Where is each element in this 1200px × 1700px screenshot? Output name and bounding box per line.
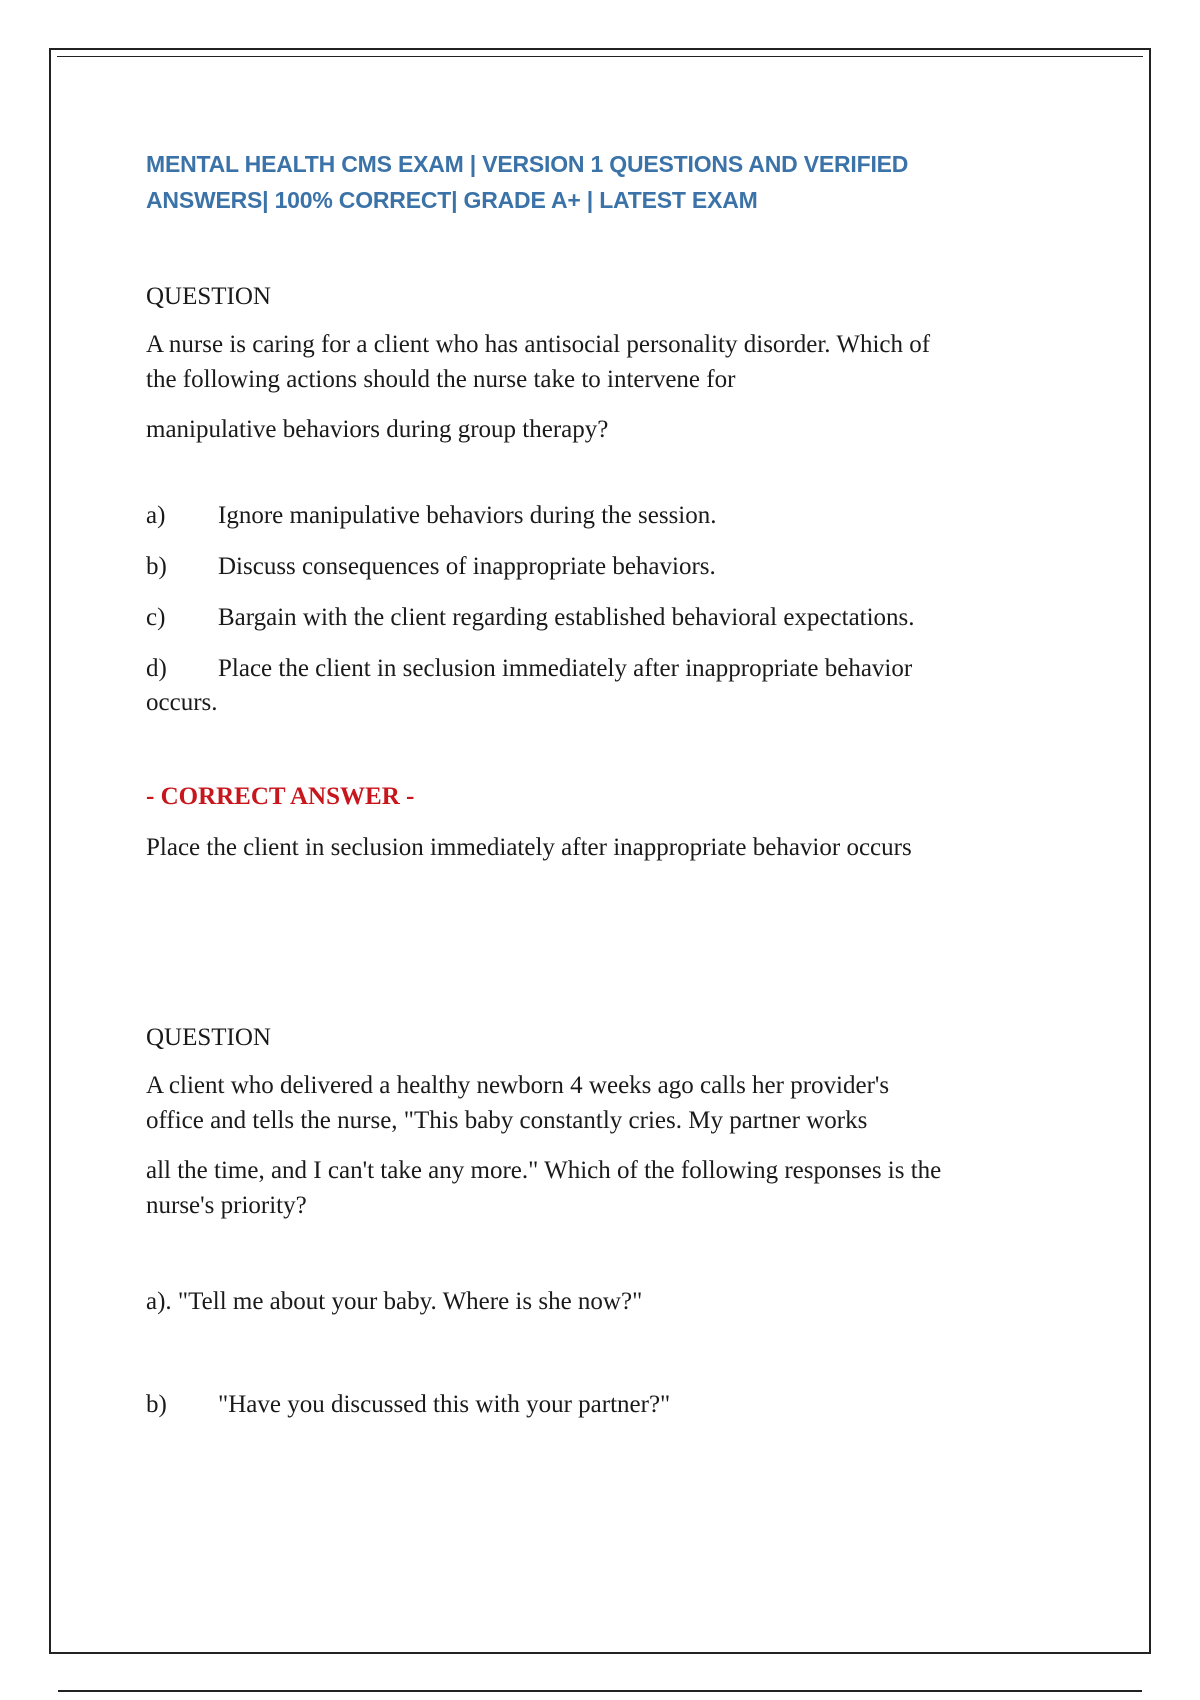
answer-options: [146, 1285, 1066, 1422]
option-letter: c): [146, 604, 166, 631]
option-text: Discuss consequences of inappropriate behaviors.: [218, 553, 716, 580]
document-content: [146, 146, 1066, 1422]
title-line-1: MENTAL HEALTH CMS EXAM | VERSION 1 QUESTIONS AND VERIFIED: [146, 151, 909, 177]
answer-option-a: [146, 499, 1066, 533]
bottom-rule: [58, 1690, 1142, 1692]
question-text-line: all the time, and I can't take any more." Which of the following responses is the: [146, 1157, 942, 1184]
option-letter: a): [146, 502, 166, 529]
question-2: [146, 1021, 1066, 1422]
question-heading: QUESTION: [146, 1024, 271, 1051]
answer-option-a: [146, 1285, 1066, 1319]
question-text: [146, 327, 1066, 447]
frame-top-double-line: [57, 56, 1143, 57]
option-letter: a).: [146, 1288, 172, 1315]
question-heading: QUESTION: [146, 283, 271, 310]
option-text-continued: occurs.: [146, 689, 218, 716]
option-text: "Have you discussed this with your partner?": [218, 1391, 671, 1418]
answer-options: [146, 499, 1066, 720]
question-text-line: the following actions should the nurse take to intervene for: [146, 366, 736, 393]
question-1: [146, 280, 1066, 865]
option-letter: b): [146, 553, 167, 580]
answer-option-b: [146, 550, 1066, 584]
question-text-line: manipulative behaviors during group therapy?: [146, 416, 609, 443]
option-letter: b): [146, 1391, 167, 1418]
option-text: Bargain with the client regarding established behavioral expectations.: [218, 604, 915, 631]
option-text: Place the client in seclusion immediately after inappropriate behavior: [218, 655, 913, 682]
question-text-line: A client who delivered a healthy newborn 4 weeks ago calls her provider's: [146, 1072, 890, 1099]
answer-option-d: [146, 652, 1066, 720]
question-text-line: nurse's priority?: [146, 1192, 307, 1219]
option-text: Ignore manipulative behaviors during the session.: [218, 502, 717, 529]
option-text: "Tell me about your baby. Where is she now?": [177, 1288, 643, 1315]
document-title: [146, 146, 1066, 218]
question-text-line: A nurse is caring for a client who has antisocial personality disorder. Which of: [146, 331, 931, 358]
answer-option-c: [146, 601, 1066, 635]
question-text: [146, 1068, 1066, 1223]
question-text-line: office and tells the nurse, "This baby constantly cries. My partner works: [146, 1107, 868, 1134]
option-letter: d): [146, 655, 167, 682]
answer-option-b: [146, 1388, 1066, 1422]
title-line-2: ANSWERS| 100% CORRECT| GRADE A+ | LATEST EXAM: [146, 187, 758, 213]
correct-answer-label: - CORRECT ANSWER -: [146, 783, 415, 810]
correct-answer-text: Place the client in seclusion immediately after inappropriate behavior occurs: [146, 834, 912, 861]
